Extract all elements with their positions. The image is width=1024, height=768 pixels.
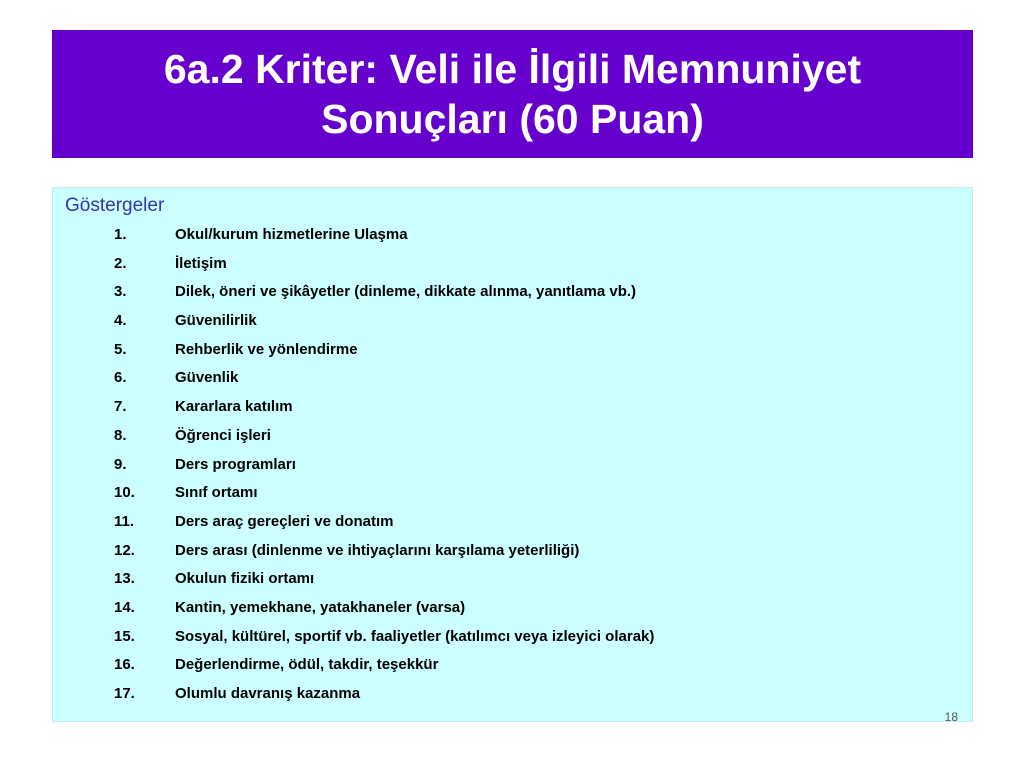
list-item-number: 5.	[114, 340, 127, 358]
list-item-text: Sosyal, kültürel, sportif vb. faaliyetler (katılımcı veya izleyici olarak)	[175, 627, 655, 645]
list-item-text: Değerlendirme, ödül, takdir, teşekkür	[175, 656, 439, 674]
list-item-text: Ders araç gereçleri ve donatım	[175, 512, 394, 530]
list-item-number: 16.	[114, 656, 135, 674]
list-item-number: 13.	[114, 570, 135, 588]
list-item-text: Güvenilirlik	[175, 312, 257, 330]
list-item-text: Ders arası (dinlenme ve ihtiyaçlarını karşılama yeterliliği)	[175, 541, 580, 559]
list-item-number: 12.	[114, 541, 135, 559]
list-item-number: 7.	[114, 398, 127, 416]
list-item-number: 6.	[114, 369, 127, 387]
list-item-number: 1.	[114, 226, 127, 243]
list-item-number: 3.	[114, 283, 127, 301]
list-item-number: 2.	[114, 254, 127, 272]
list-item-number: 8.	[114, 426, 127, 444]
list-item-text: Okul/kurum hizmetlerine Ulaşma	[175, 226, 408, 243]
list-item-text: Kantin, yemekhane, yatakhaneler (varsa)	[175, 598, 466, 616]
indicators-panel	[52, 187, 973, 722]
slide-title-line-2: Sonuçları (60 Puan)	[321, 96, 704, 142]
list-item-text: Dilek, öneri ve şikâyetler (dinleme, dikkate alınma, yanıtlama vb.)	[175, 283, 637, 301]
list-item-number: 4.	[114, 312, 127, 330]
list-item-number: 11.	[114, 512, 135, 530]
list-item-number: 15.	[114, 627, 135, 645]
list-item-text: Kararlara katılım	[175, 398, 293, 416]
list-item-number: 10.	[114, 484, 135, 502]
list-item-number: 14.	[114, 598, 135, 616]
slide-title-line-1: 6a.2 Kriter: Veli ile İlgili Memnuniyet	[163, 46, 862, 92]
page-number: 18	[944, 710, 958, 724]
list-item-text: Ders programları	[175, 455, 296, 473]
list-item-text: Olumlu davranış kazanma	[175, 685, 361, 702]
title-banner	[52, 30, 973, 158]
list-item-number: 9.	[114, 455, 127, 473]
list-item-text: Öğrenci işleri	[175, 426, 271, 444]
list-item-text: Sınıf ortamı	[175, 484, 258, 502]
section-heading: Göstergeler	[65, 195, 165, 216]
list-item-text: İletişim	[175, 254, 227, 272]
list-item-number: 17.	[114, 685, 135, 702]
list-item-text: Okulun fiziki ortamı	[175, 570, 315, 588]
list-item-text: Rehberlik ve yönlendirme	[175, 340, 358, 358]
list-item-text: Güvenlik	[175, 369, 239, 387]
